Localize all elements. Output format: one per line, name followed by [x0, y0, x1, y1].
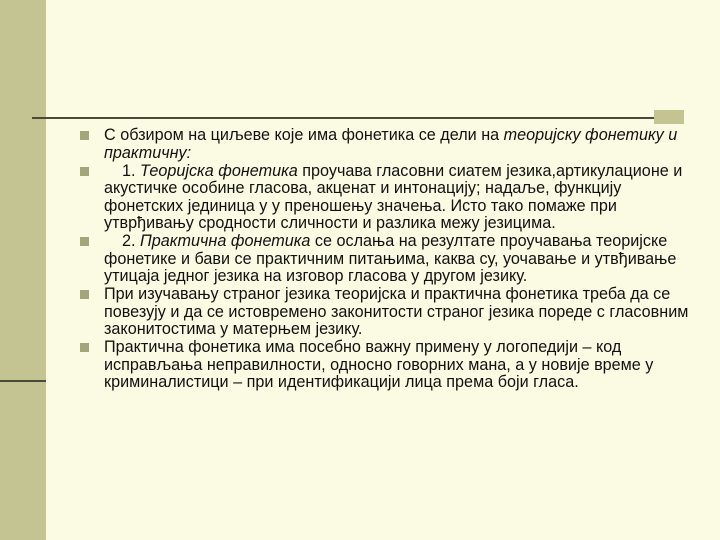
text-segment: С обзиром на циљеве које има фонетика се дели на	[104, 126, 504, 144]
square-bullet-icon	[80, 167, 89, 176]
paragraph-text	[104, 286, 690, 339]
bullet-paragraph	[80, 339, 690, 392]
italic-term: Теоријска фонетика	[140, 161, 298, 180]
square-bullet-icon	[80, 237, 89, 246]
side-accent-band	[0, 0, 46, 540]
italic-term: Практична фонетика	[140, 232, 311, 250]
paragraph-text	[104, 163, 690, 233]
text-segment: 2.	[104, 232, 140, 250]
bullet-paragraph	[80, 127, 690, 162]
paragraph-text	[104, 233, 690, 286]
italic-term: теоријску фонетику и практичну:	[104, 126, 678, 162]
bullet-paragraph	[80, 233, 690, 286]
text-segment: 1.	[104, 161, 140, 180]
square-bullet-icon	[80, 131, 89, 140]
rule-accent-square	[654, 110, 684, 124]
paragraph-text	[104, 339, 690, 392]
title-divider-rule	[32, 117, 684, 119]
slide-body	[80, 127, 690, 392]
bullet-paragraph	[80, 163, 690, 233]
text-segment: се ослања на резултате проучавања теоријске фонетике и бави се практичним питањима, каква су, уочавање и утвђивање утицаја једног језика на изговор гласова у другом језику.	[104, 232, 677, 285]
square-bullet-icon	[80, 290, 89, 299]
square-bullet-icon	[80, 343, 89, 352]
side-band-divider	[0, 380, 46, 382]
text-segment: При изучавању страног језика теоријска и практична фонетика треба да се повезују и да се истовремено законитости страног језика пореде с гласовним законитостима у матерњем језику.	[104, 285, 689, 338]
text-segment: проучава гласовни сиатем језика,артикулационе и акустичке особине гласова, акценат и интонацију; надаље, функцију фонетских јединица у у преношењу значења. Исто тако помаже при утврђивању сродности сличности и разлика межу језицима.	[104, 161, 683, 232]
paragraph-text	[104, 127, 690, 162]
bullet-paragraph	[80, 286, 690, 339]
text-segment: Практична фонетика има посебно важну примену у логопедији – код исправљања неправилности, односно говорних мана, а у новије време у криминалистици – при идентификацији лица према боји гласа.	[104, 338, 654, 391]
